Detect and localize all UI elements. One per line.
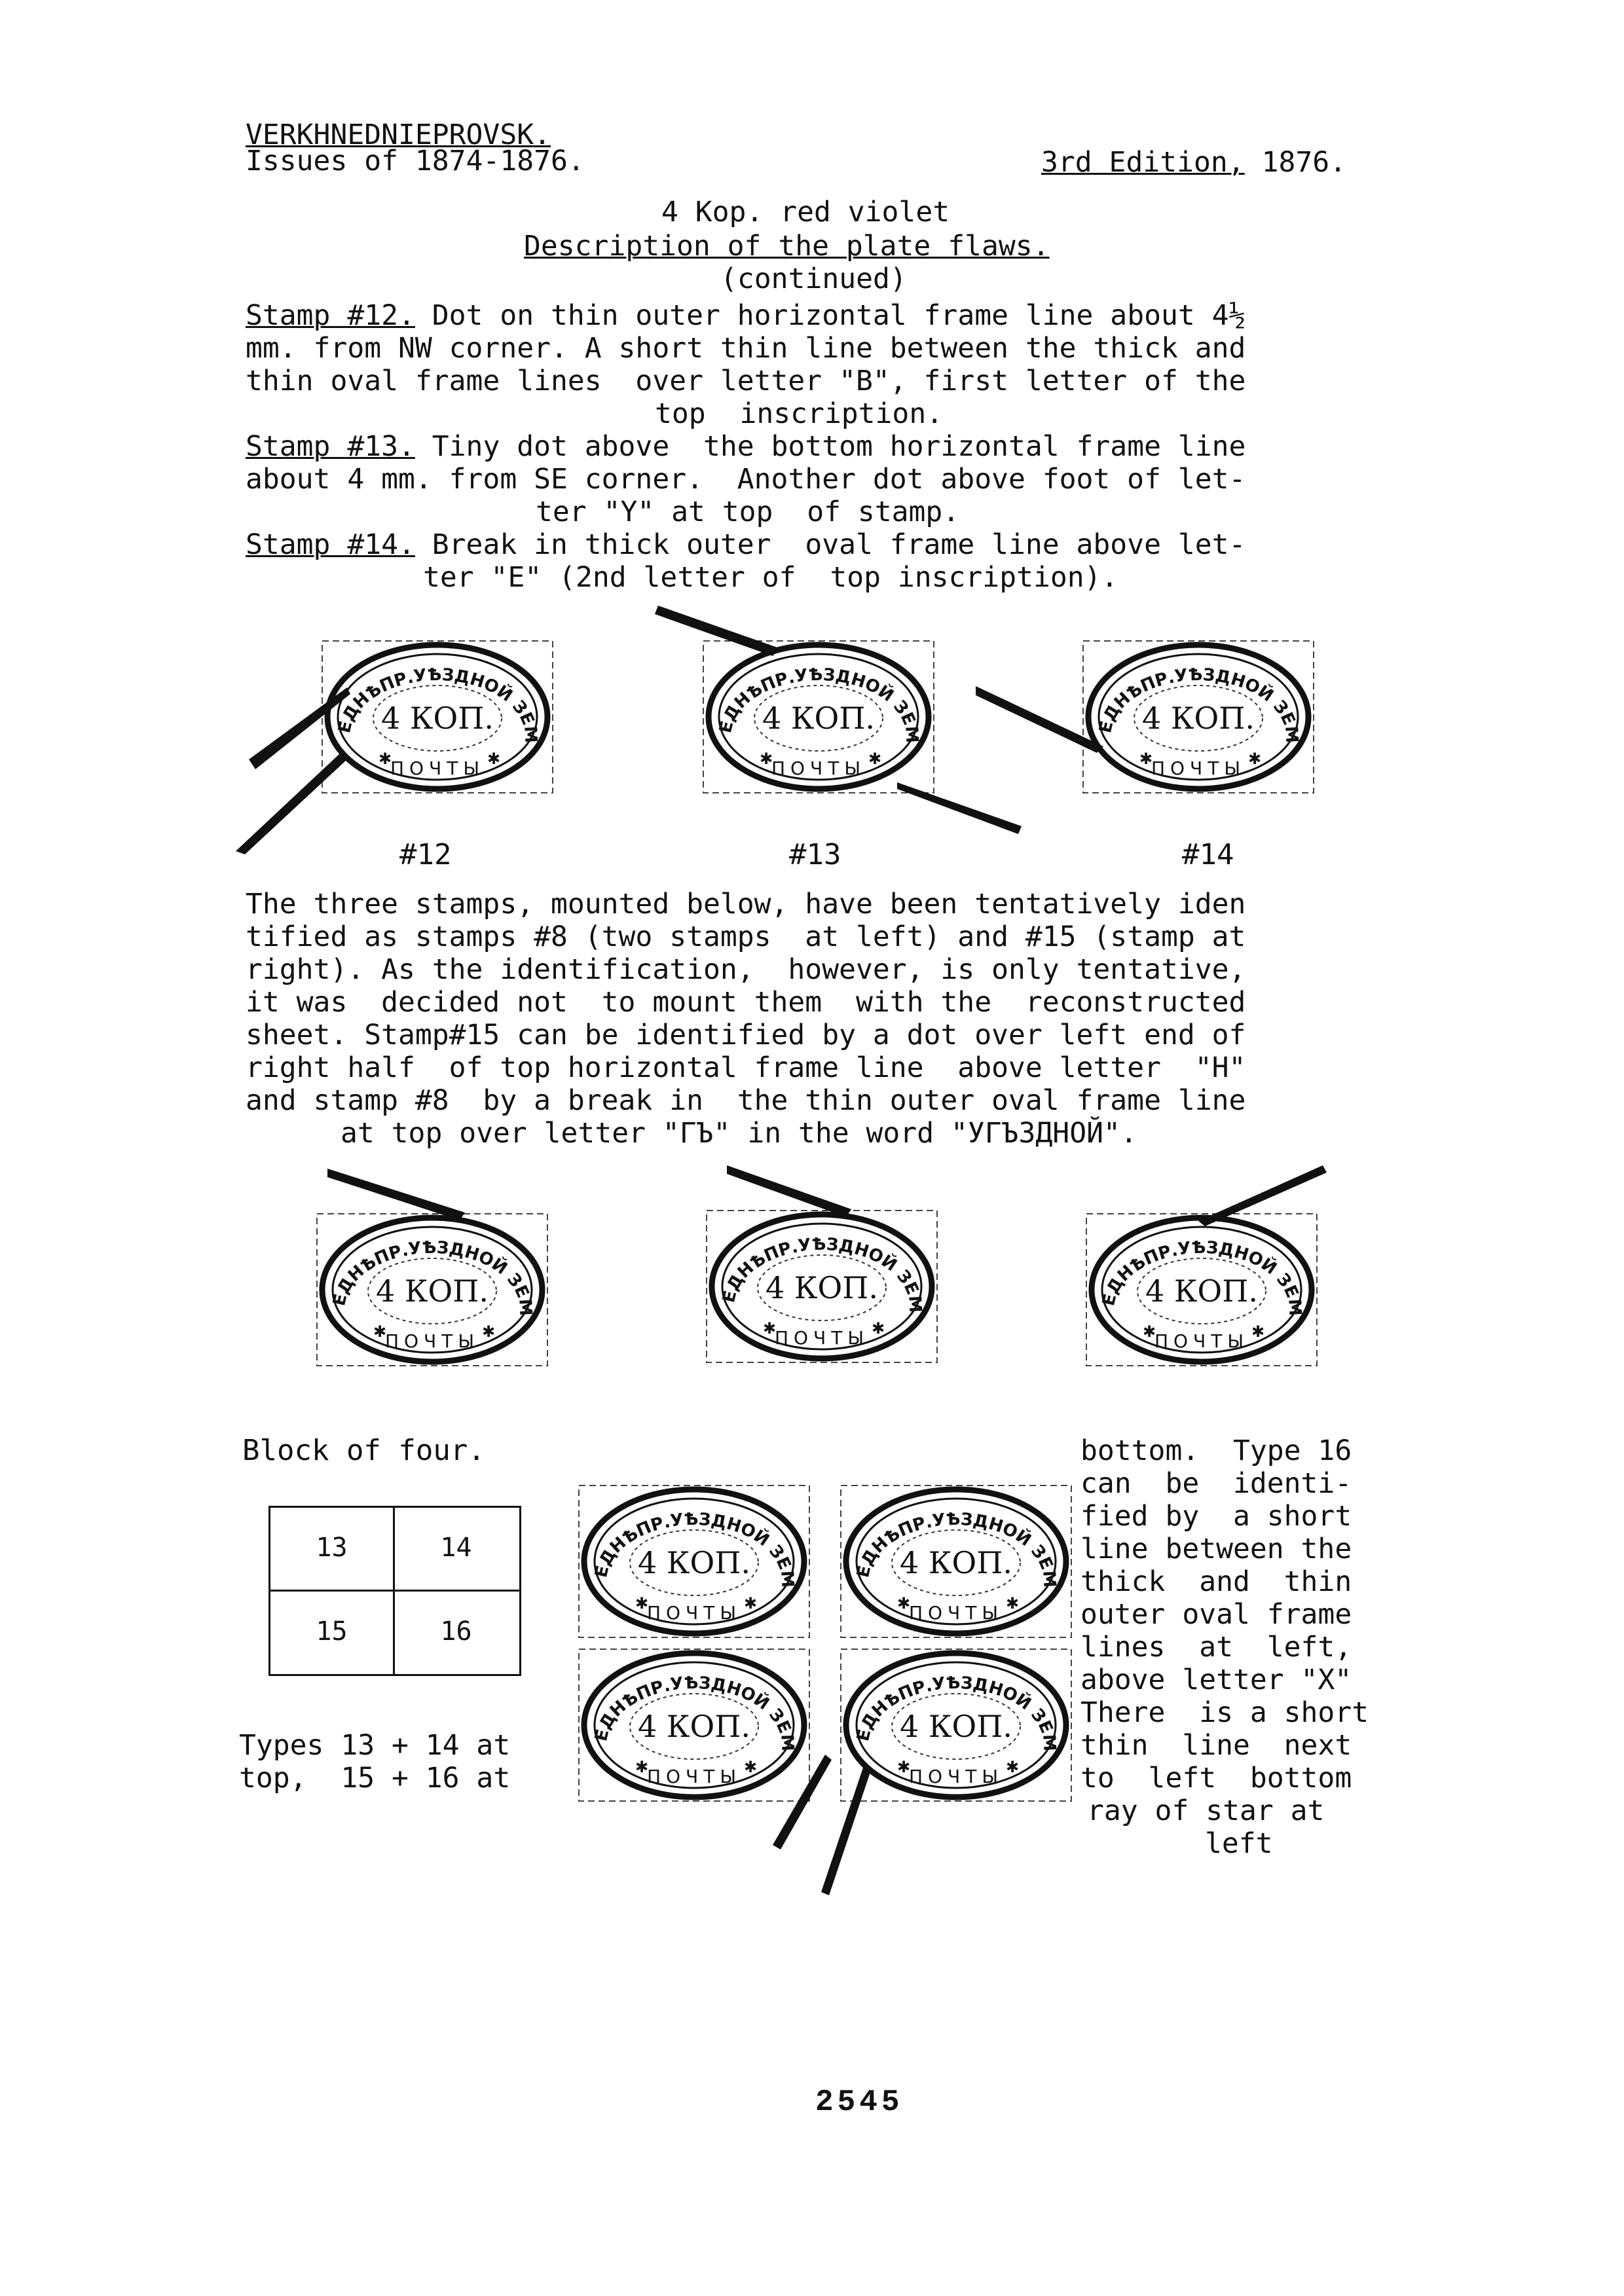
type16-line-4: line between the <box>1080 1533 1352 1565</box>
grid-cell-15: 15 <box>316 1616 348 1647</box>
denomination: 4 Kop. red violet <box>661 196 950 228</box>
paragraph-line-2: tified as stamps #8 (two stamps at left) and #15 (stamp at <box>246 920 1246 953</box>
block-stamp-13 <box>576 1483 812 1640</box>
flaw-12-line1: Stamp #12. Dot on thin outer horizontal frame line about 4½ <box>246 299 1246 332</box>
block-title: Block of four. <box>242 1434 485 1467</box>
stamp-image-8a <box>314 1211 550 1368</box>
stamp-label-14: #14 <box>1182 838 1234 871</box>
flaw-14-line1: Stamp #14. Break in thick outer oval frame line above let- <box>246 528 1246 561</box>
header-edition: 3rd Edition, 1876. <box>1041 146 1347 179</box>
stamp-image-12 <box>320 638 555 795</box>
pointer-arrow-13b <box>897 779 1028 838</box>
continued-note: (continued) <box>720 263 907 295</box>
paragraph-line-3: right). As the identification, however, is only tentative, <box>246 953 1246 986</box>
type16-line-9: There is a short <box>1080 1696 1369 1729</box>
paragraph-line-1: The three stamps, mounted below, have been tentatively iden <box>246 888 1246 920</box>
header-place: VERKHNEDNIEPROVSK. <box>246 118 551 151</box>
type16-line-3: fied by a short <box>1080 1500 1352 1533</box>
pointer-arrow-8b <box>727 1162 858 1221</box>
stamp-image-13 <box>701 638 936 795</box>
pointer-arrow-12b <box>236 746 354 858</box>
type16-line-10: thin line next <box>1080 1729 1352 1762</box>
paragraph-line-4: it was decided not to mount them with the reconstructed <box>246 986 1246 1019</box>
grid-cell-13: 13 <box>316 1533 348 1563</box>
flaw-12-line4: top inscription. <box>655 397 944 430</box>
flaw-13-line3: ter "Y" at top of stamp. <box>536 496 960 528</box>
type16-line-11: to left bottom <box>1080 1762 1352 1795</box>
pointer-arrow-15 <box>1198 1162 1329 1228</box>
flaw-14-line2: ter "E" (2nd letter of top inscription). <box>423 561 1118 594</box>
paragraph-line-8: at top over letter "ГЪ" in the word "УГЪЗДНОЙ". <box>341 1117 1137 1150</box>
pointer-arrow-13a <box>655 602 786 661</box>
type16-line-1: bottom. Type 16 <box>1080 1434 1352 1467</box>
header-issues: Issues of 1874-1876. <box>246 145 585 177</box>
grid-cell-14: 14 <box>440 1533 472 1563</box>
types-line-1: Types 13 + 14 at <box>239 1729 511 1762</box>
stamp-image-14 <box>1080 638 1316 795</box>
paragraph-line-7: and stamp #8 by a break in the thin outer oval frame line <box>246 1084 1246 1117</box>
page-number: 2545 <box>815 2085 904 2119</box>
stamp-image-8b <box>704 1208 940 1365</box>
stamp-image-15 <box>1084 1211 1320 1368</box>
flaw-13-line1: Stamp #13. Tiny dot above the bottom horizontal frame line <box>246 430 1246 463</box>
stamp-label-12: #12 <box>399 838 452 871</box>
paragraph-line-5: sheet. Stamp#15 can be identified by a dot over left end of <box>246 1019 1246 1051</box>
section-heading: Description of the plate flaws. <box>524 230 1050 263</box>
stamp-label-13: #13 <box>789 838 841 871</box>
paragraph-line-6: right half of top horizontal frame line above letter "H" <box>246 1051 1246 1084</box>
type16-line-13: left <box>1205 1827 1273 1860</box>
pointer-arrow-8a <box>327 1165 471 1224</box>
grid-cell-16: 16 <box>440 1616 472 1647</box>
flaw-13-line2: about 4 mm. from SE corner. Another dot above foot of let- <box>246 463 1246 496</box>
block-stamp-14 <box>838 1483 1074 1640</box>
block-grid <box>268 1506 521 1676</box>
type16-line-5: thick and thin <box>1080 1565 1352 1598</box>
block-stamp-16 <box>838 1647 1074 1804</box>
flaw-12-line3: thin oval frame lines over letter "B", first letter of the <box>246 365 1246 397</box>
type16-line-8: above letter "X" <box>1080 1664 1352 1696</box>
type16-line-7: lines at left, <box>1080 1631 1352 1664</box>
pointer-arrow-16b <box>819 1768 871 1899</box>
pointer-arrow-14 <box>976 681 1107 753</box>
type16-line-6: outer oval frame <box>1080 1598 1352 1631</box>
types-line-2: top, 15 + 16 at <box>239 1762 511 1795</box>
type16-line-12: ray of star at <box>1087 1795 1325 1827</box>
type16-line-2: can be identi- <box>1080 1467 1352 1500</box>
flaw-12-line2: mm. from NW corner. A short thin line between the thick and <box>246 332 1246 365</box>
